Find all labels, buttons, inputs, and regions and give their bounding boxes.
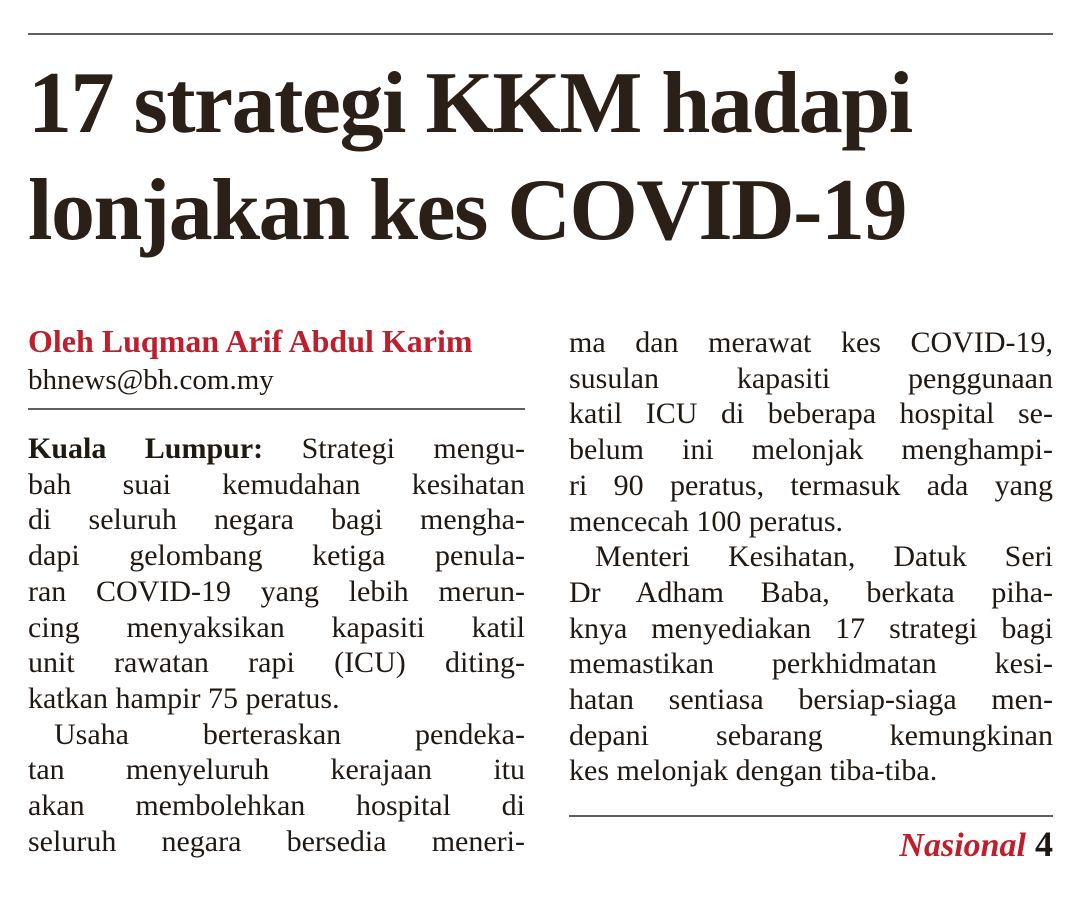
body-text-line: katil ICU di beberapa hospital se- [569,397,1053,431]
column-left [28,322,525,872]
dateline-lead: Kuala Lumpur: [28,432,264,465]
byline-email: bhnews@bh.com.my [28,364,274,396]
body-text-line: ri 90 peratus, termasuk ada yang [569,468,1053,502]
body-text-line: depani sebarang kemungkinan [569,718,1053,752]
headline-line-1: 17 strategi KKM hadapi [28,55,912,152]
body-text-line: knya menyediakan 17 strategi bagi [569,611,1053,645]
body-text-line: memastikan perkhidmatan kesi- [569,647,1053,681]
body-text-line: ma dan merawat kes COVID-19, [569,326,1053,359]
body-text-line: ran COVID-19 yang lebih merun- [28,574,525,608]
body-text-line: cing menyaksikan kapasiti katil [28,610,525,644]
headline [28,50,1053,264]
article-body [28,322,1053,872]
body-text-line: susulan kapasiti penggunaan [569,361,1053,395]
body-text-left [28,431,525,859]
body-text-line: bah suai kemudahan kesihatan [28,467,525,501]
body-text-line: kes melonjak dengan tiba-tiba. [569,754,938,788]
section-name: Nasional [899,827,1026,865]
footer-rule [569,815,1053,817]
column-right [569,322,1053,872]
body-text-line: mencecah 100 peratus. [569,504,844,538]
body-text-line: Usaha berteraskan pendeka- [54,717,525,751]
byline-rule [28,408,525,410]
footer [569,815,1053,872]
body-text-line: Menteri Kesihatan, Datuk Seri [595,540,1053,574]
page-number: 4 [1035,824,1053,865]
body-text-line: katkan hampir 75 peratus. [28,681,340,715]
body-text-line: seluruh negara bersedia meneri- [28,824,525,858]
body-text-line: akan membolehkan hospital di [28,789,525,823]
body-text-line: belum ini melonjak menghampi- [569,433,1053,467]
body-text-line: unit rawatan rapi (ICU) diting- [28,646,525,680]
body-text-line: hatan sentiasa bersiap-siaga men- [569,683,1053,717]
top-rule [28,33,1053,35]
body-text-line: Dr Adham Baba, berkata piha- [569,575,1053,609]
newspaper-clipping [0,33,1079,916]
body-text-line: Kuala Lumpur: Strategi mengu- [28,432,526,465]
column-gutter [525,322,569,872]
body-text-line: di seluruh negara bagi mengha- [28,503,525,537]
headline-line-2: lonjakan kes COVID-19 [28,162,906,259]
section-tag [569,824,1053,872]
body-text-line: tan menyeluruh kerajaan itu [28,753,525,787]
body-text-line: dapi gelombang ketiga penula- [28,539,525,573]
byline-author: Oleh Luqman Arif Abdul Karim [28,323,473,359]
body-text-right [569,325,1053,789]
